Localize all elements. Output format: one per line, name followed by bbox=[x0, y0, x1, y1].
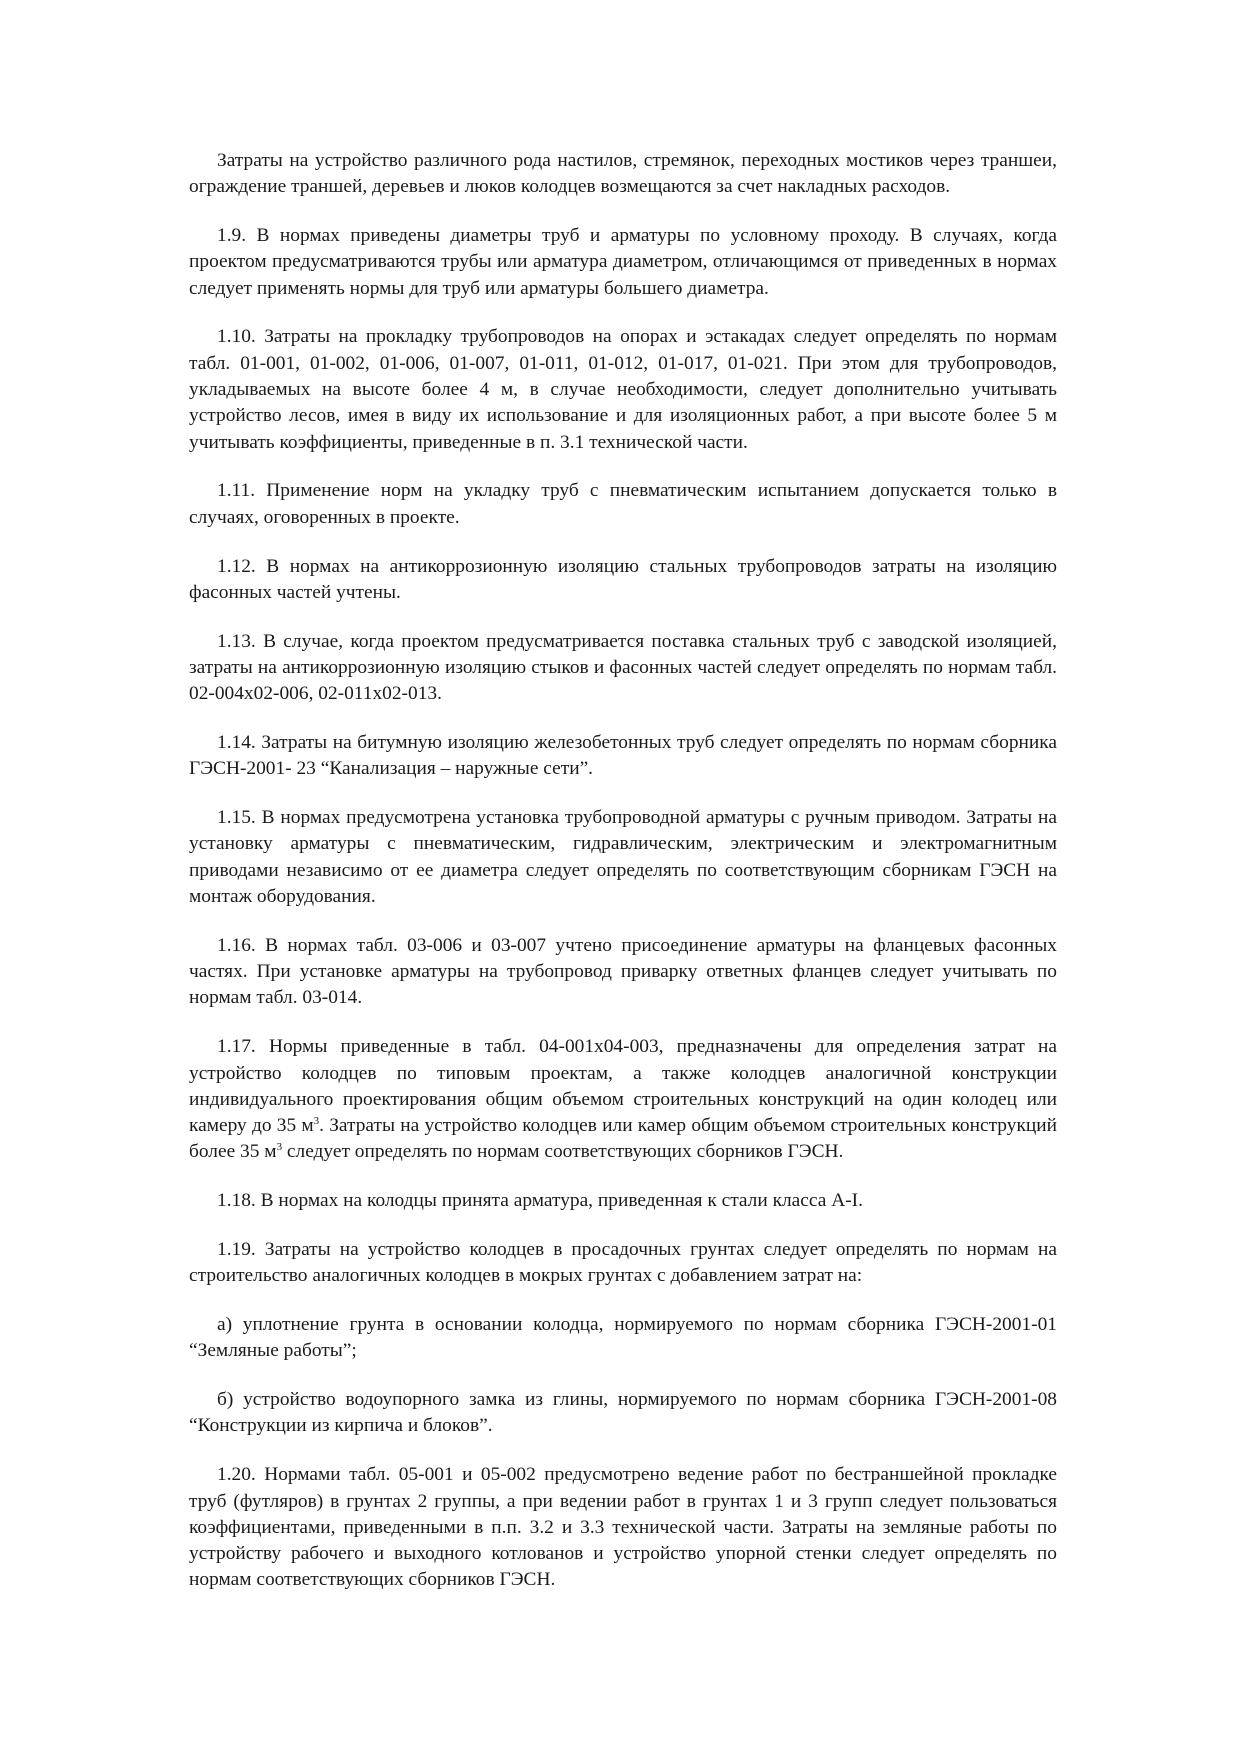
paragraph-1-15: 1.15. В нормах предусмотрена установка трубопроводной арматуры с ручным приводом. Затраты на установку арматуры с пневматическим, гидравлическим, электрическим и электромагнитным приводами независимо от ее диаметра следует определять по соответствующим сборникам ГЭСН на монтаж оборудования. bbox=[189, 807, 1057, 908]
paragraph-1-9: 1.9. В нормах приведены диаметры труб и арматуры по условному проходу. В случаях, когда проектом предусматриваются трубы или арматура диаметром, отличающимся от приведенных в нормах следует применять нормы для труб или арматуры большего диаметра. bbox=[189, 225, 1057, 299]
paragraph-1-17-part1: 1.17. Нормы приведенные в табл. 04-001х04-003, предназначены для определения затрат на устройство колодцев по типовым проектам, а также колодцев аналогичной конструкции индивидуального проектирования общим объемом строительных конструкций на один колодец или камеру до 35 м bbox=[189, 1036, 1057, 1137]
document-page bbox=[189, 148, 1057, 1616]
paragraph-1-13: 1.13. В случае, когда проектом предусматривается поставка стальных труб с заводской изоляцией, затраты на антикоррозионную изоляцию стыков и фасонных частей следует определять по нормам табл. 02-004х02-006, 02-011х02-013. bbox=[189, 630, 1057, 705]
paragraph-1-19-b: б) устройство водоупорного замка из глины, нормируемого по нормам сборника ГЭСН-2001-08 “Конструкции из кирпича и блоков”. bbox=[189, 1389, 1057, 1437]
paragraph-overhead-costs: Затраты на устройство различного рода настилов, стремянок, переходных мостиков через траншеи, ограждение траншей, деревьев и люков колодцев возмещаются за счет накладных расходов. bbox=[189, 150, 1057, 198]
cubic-superscript: 3 bbox=[276, 1141, 283, 1154]
paragraph-1-12: 1.12. В нормах на антикоррозионную изоляцию стальных трубопроводов затраты на изоляцию фасонных частей учтены. bbox=[189, 555, 1057, 603]
paragraph-1-17-part2: . Затраты на устройство колодцев или камер общим объемом строительных конструкций более 35 м bbox=[189, 1115, 1057, 1163]
cubic-superscript: 3 bbox=[313, 1115, 320, 1128]
paragraph-1-14: 1.14. Затраты на битумную изоляцию железобетонных труб следует определять по нормам сборника ГЭСН-2001- 23 “Канализация – наружные сети”. bbox=[189, 732, 1057, 780]
paragraph-1-11: 1.11. Применение норм на укладку труб с пневматическим испытанием допускается только в случаях, оговоренных в проекте. bbox=[189, 480, 1057, 528]
paragraph-1-20: 1.20. Нормами табл. 05-001 и 05-002 предусмотрено ведение работ по бестраншейной прокладке труб (футляров) в грунтах 2 группы, а при ведении работ в грунтах 1 и 3 групп следует пользоваться коэффициентами, приведенными в п.п. 3.2 и 3.3 технической части. Затраты на земляные работы по устройству рабочего и выходного котлованов и устройство упорной стенки следует определять по нормам соответствующих сборников ГЭСН. bbox=[189, 1464, 1057, 1591]
paragraph-1-18: 1.18. В нормах на колодцы принята арматура, приведенная к стали класса А-I. bbox=[217, 1190, 863, 1212]
paragraph-1-10: 1.10. Затраты на прокладку трубопроводов на опорах и эстакадах следует определять по нормам табл. 01-001, 01-002, 01-006, 01-007, 01-011, 01-012, 01-017, 01-021. При этом для трубопроводов, укладываемых на высоте более 4 м, в случае необходимости, следует дополнительно учитывать устройство лесов, имея в виду их использование и для изоляционных работ, а при высоте более 5 м учитывать коэффициенты, приведенные в п. 3.1 технической части. bbox=[189, 326, 1057, 453]
paragraph-1-17 bbox=[189, 1034, 1057, 1165]
paragraph-1-19-a: а) уплотнение грунта в основании колодца, нормируемого по нормам сборника ГЭСН-2001-01 “Земляные работы”; bbox=[189, 1314, 1057, 1362]
paragraph-1-16: 1.16. В нормах табл. 03-006 и 03-007 учтено присоединение арматуры на фланцевых фасонных частях. При установке арматуры на трубопровод приварку ответных фланцев следует учитывать по нормам табл. 03-014. bbox=[189, 934, 1057, 1009]
paragraph-1-17-part3: следует определять по нормам соответствующих сборников ГЭСН. bbox=[282, 1141, 844, 1163]
paragraph-1-19: 1.19. Затраты на устройство колодцев в просадочных грунтах следует определять по нормам на строительство аналогичных колодцев в мокрых грунтах с добавлением затрат на: bbox=[189, 1239, 1057, 1287]
